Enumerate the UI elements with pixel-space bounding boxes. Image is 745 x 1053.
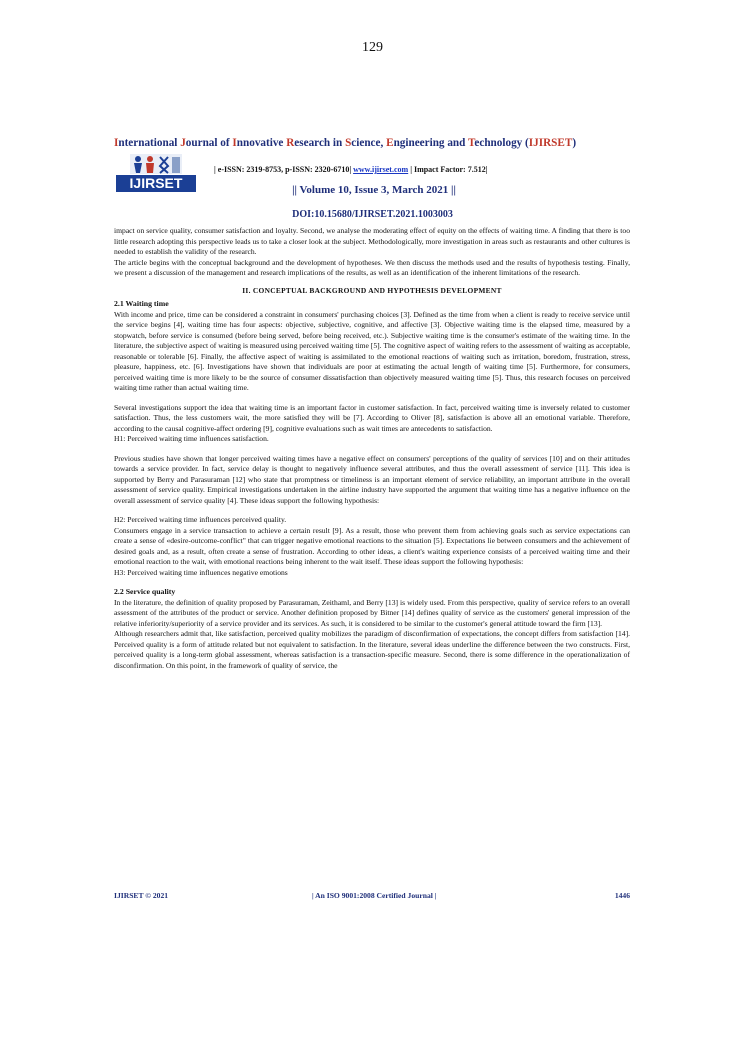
paragraph-consumers: Consumers engage in a service transaction to achieve a certain result [9]. As a result, those who prevent them from achieving goals such as service expectations can create a sense of «desire-outcome-conflict" that can trigger negative emotional reactions to the situation [5]. Expectations lie between consumers and the achievement of desired goals and, as a result, often create a sense of frustration. According to other ideas, a client's waiting experience consists of a perceived waiting time and their emotional reaction to the wait, with emotional reactions being inherent to the wait itself. These ideas support the following hypothesis: [114,525,630,566]
journal-title-initial: S [345,137,352,149]
footer-copyright: IJIRSET © 2021 [114,891,169,900]
hypothesis-h2: H2: Perceived waiting time influences perceived quality. [114,515,287,524]
journal-title-segment: nnovative [236,137,287,149]
journal-title-segment: esearch in [294,137,346,149]
journal-url-link[interactable]: www.ijirset.com [353,165,409,174]
hypothesis-h1: H1: Perceived waiting time influences satisfaction. [114,434,269,443]
article-body [114,226,630,671]
page-number: 129 [362,40,383,55]
journal-title-segment: nternational [118,137,181,149]
impact-factor: | Impact Factor: 7.512| [408,165,488,174]
journal-title-segment: echnology ( [474,137,529,149]
subsection-heading-waiting-time: 2.1 Waiting time [114,299,169,308]
journal-title-initial: T [467,137,475,149]
journal-title [114,137,634,149]
journal-title-segment: ngineering and [393,137,468,149]
footer-certification: | An ISO 9001:2008 Certified Journal | [312,891,437,900]
footer-page-number: 1446 [614,891,630,900]
paragraph-service-quality-2: Although researchers admit that, like satisfaction, perceived quality mobilizes the paradigm of disconfirmation of expectations, the concept differs from satisfaction [14]. Perceived quality is a form of attitude related but not equivalent to satisfaction. In the literature, several ideas underline the difference between the two constructs. First, perceived quality is a long-term global assessment, whereas satisfaction is a transaction-specific measure. Second, there is some difference in the operationalization of disconfirmation. On this point, in the framework of quality of service, the [114,629,630,670]
issn-line [214,165,487,174]
journal-title-initial: E [386,137,394,149]
section-heading: II. CONCEPTUAL BACKGROUND AND HYPOTHESIS DEVELOPMENT [242,285,502,295]
journal-title-initial: R [286,137,295,149]
hypothesis-h3: H3: Perceived waiting time influences negative emotions [114,567,288,577]
logo-text: IJIRSET [129,175,183,191]
journal-title-initial: J [180,137,186,149]
doi: DOI:10.15680/IJIRSET.2021.1003003 [292,209,453,220]
paragraph-service-quality-1: In the literature, the definition of quality proposed by Parasuraman, Zeithaml, and Berry [13] is widely used. From this perspective, quality of service refers to an overall assessment of the attributes of the product or service. Another definition proposed by Bitner [14] defines quality of service as the customers' general impression of the relative inferiority/superiority of a service provider and its services. As such, it is considered to be similar to the customer's general attitude toward the firm [13]. [114,597,630,628]
journal-title-initial: IJIRSET [528,137,573,149]
subsection-heading-service-quality: 2.2 Service quality [114,587,176,596]
paragraph-previous-studies: Previous studies have shown that longer perceived waiting times have a negative effect on consumers' perceptions of the quality of services [10] and on their attitudes towards a service provider. In fact, service delay is thought to negatively influence several attributes, and thus the overall assessment of service [11]. This idea is supported by Berry and Parasuraman [12] who state that promptness or timeliness is an important element of service reliability, an important attribute in the overall assessment of service quality. Empirical investigations undertaken in the airline industry have supported the argument that waiting time has a negative influence on the overall assessment of service quality [4]. These ideas support the following hypothesis: [114,453,630,505]
journal-title-initial: I [232,137,237,149]
paragraph-several-investigations: Several investigations support the idea that waiting time is an important factor in customer satisfaction. In fact, perceived waiting time is inversely related to customer satisfaction. Thus, the less customers wait, the more satisfied they will be [7]. According to Oliver [8], satisfaction is above all an emotional variable. Therefore, according to the causal cognitive-affect ordering [9], cognitive evaluations such as wait times are antecedents to satisfaction. [114,402,630,433]
paragraph-intro-1: impact on service quality, consumer satisfaction and loyalty. Second, we analyse the moderating effect of equity on the effects of waiting time. A finding that there is too little research adopting this perspective leads us to take a closer look at the subject. Methodologically, more investigation in areas such as restaurants and other cultures is needed to establish the validity of the research. [114,226,630,256]
journal-title-segment: ) [572,137,577,149]
logo-figures-icon [130,154,182,174]
journal-title-initial: I [114,137,119,149]
issn-text: | e-ISSN: 2319-8753, p-ISSN: 2320-6710| [214,165,354,174]
page-footer [114,891,630,903]
journal-title-segment: cience, [351,137,387,149]
paragraph-intro-2: The article begins with the conceptual background and the development of hypotheses. We then discuss the methods used and the results of hypothesis testing. Finally, we present a discussion of the management and research implications of the results, as well as an identification of the inherent limitations of the research. [114,257,630,277]
volume-issue: || Volume 10, Issue 3, March 2021 || [292,184,456,196]
journal-title-segment: ournal of [185,137,233,149]
journal-logo [116,154,196,192]
paragraph-waiting-time: With income and price, time can be considered a constraint in consumers' purchasing choices [3]. Defined as the time from when a client is ready to receive service until the service begins [4], waiting time has four aspects: objective, subjective, cognitive, and affective [3]. Objective waiting time is the elapsed time, measured by a stopwatch, before service is consumed (before being served, before being received, etc.). Subjective waiting time is the consumer's estimate of the waiting time. In the literature, the subjective aspect of waiting is measured using perceived waiting time [5]. The cognitive aspect of waiting refers to the assessment of waiting as acceptable, reasonable or tolerable [6]. Finally, the affective aspect of waiting is assimilated to the emotional reactions of waiting such as irritation, boredom, frustration, stress, pleasure, happiness, etc. [6]. Investigations have shown that individuals are poor at estimating the actual length of waiting time [5]. Furthermore, for consumers, perceived waiting time is more likely to be the source of consumer dissatisfaction than objectively measured waiting time [5]. Thus, this research focuses on perceived waiting time rather than actual waiting time. [114,309,630,392]
